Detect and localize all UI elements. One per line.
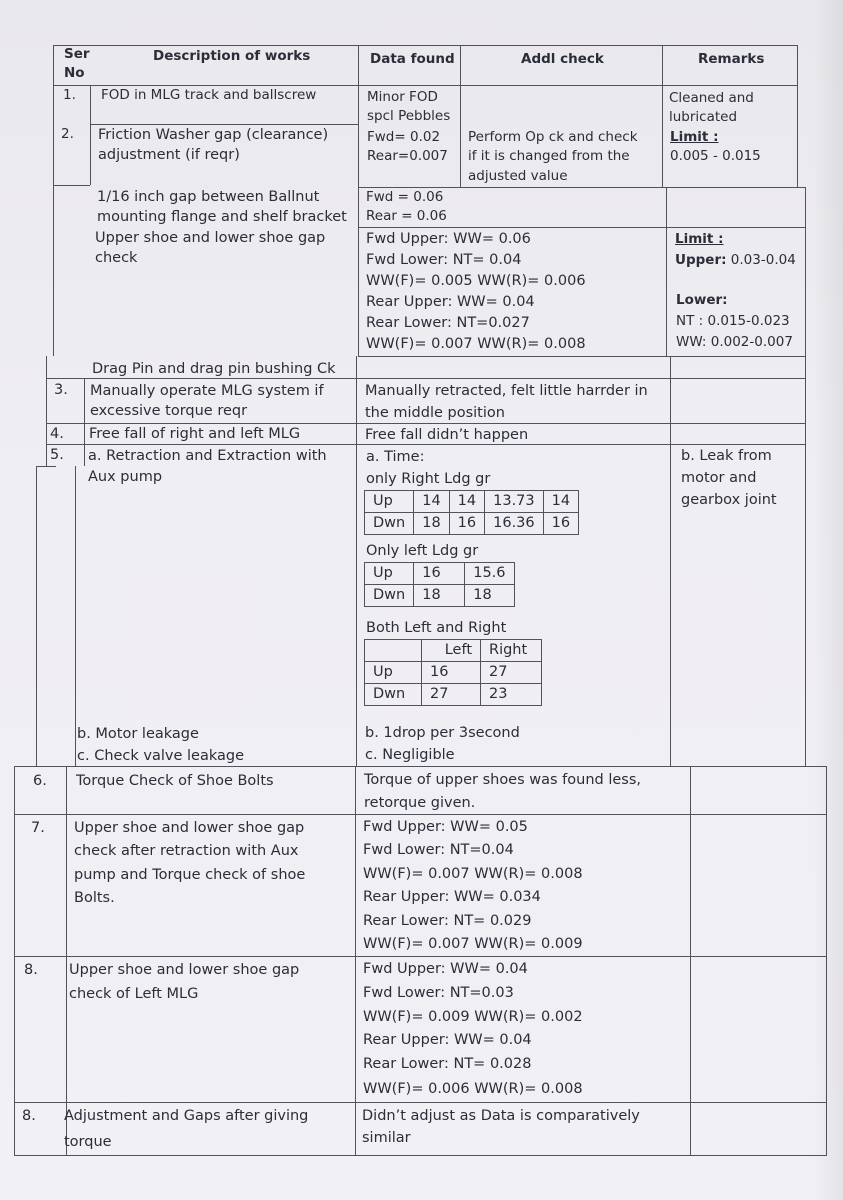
row6-data-line: Torque of upper shoes was found less, bbox=[364, 772, 642, 788]
row2-data-line: Rear=0.007 bbox=[367, 148, 448, 164]
row2c-upper-value: 0.03-0.04 bbox=[726, 252, 796, 268]
header-addl-check: Addl check bbox=[521, 51, 604, 67]
row-divider bbox=[14, 1102, 826, 1103]
row2d-description: Drag Pin and drag pin bushing Ck bbox=[92, 361, 336, 377]
row5-data-b: b. 1drop per 3second bbox=[365, 725, 520, 741]
table-cell: 16 bbox=[422, 662, 481, 684]
table-border-right bbox=[797, 45, 798, 187]
row5-remarks-line: motor and bbox=[681, 470, 757, 486]
row7-data-line: Rear Upper: WW= 0.034 bbox=[363, 889, 541, 905]
row5-description-line: Aux pump bbox=[88, 469, 163, 485]
row5-data-a: a. Time: bbox=[366, 449, 425, 465]
row5-remarks-line: gearbox joint bbox=[681, 492, 777, 508]
row5-both-label: Both Left and Right bbox=[366, 620, 507, 636]
row2c-data-line: WW(F)= 0.007 WW(R)= 0.008 bbox=[366, 336, 586, 352]
table-border-left bbox=[36, 466, 37, 766]
header-no: No bbox=[64, 65, 85, 81]
table-cell: 18 bbox=[414, 513, 449, 535]
column-divider bbox=[690, 766, 691, 1156]
column-divider bbox=[90, 85, 91, 185]
row3-data-line: Manually retracted, felt little harrder in bbox=[365, 383, 648, 399]
table-cell: 18 bbox=[465, 585, 514, 607]
row8-data-line: WW(F)= 0.009 WW(R)= 0.002 bbox=[363, 1009, 583, 1025]
row3-data-line: the middle position bbox=[365, 405, 505, 421]
row-divider bbox=[358, 227, 805, 228]
row2-addl-line: Perform Op ck and check bbox=[468, 129, 638, 145]
row-divider bbox=[14, 814, 826, 815]
row7-data-line: Rear Lower: NT= 0.029 bbox=[363, 913, 532, 929]
row2-limit-value: 0.005 - 0.015 bbox=[670, 148, 761, 164]
column-divider bbox=[666, 187, 667, 356]
table-cell: 18 bbox=[414, 585, 465, 607]
row2b-data-line: Rear = 0.06 bbox=[366, 208, 447, 224]
row2c-data-line: Fwd Lower: NT= 0.04 bbox=[366, 252, 522, 268]
column-divider bbox=[355, 766, 356, 1156]
row8-description-line: check of Left MLG bbox=[69, 986, 199, 1002]
row2-description-line: adjustment (if reqr) bbox=[98, 147, 240, 163]
table-cell: Up bbox=[365, 662, 422, 684]
table-cell: 16.36 bbox=[485, 513, 544, 535]
header-remarks: Remarks bbox=[698, 51, 765, 67]
table-cell: 23 bbox=[481, 684, 542, 706]
left-gear-time-table bbox=[364, 562, 515, 607]
table-cell: 13.73 bbox=[485, 491, 544, 513]
table-cell: 14 bbox=[543, 491, 578, 513]
row2c-lower-label: Lower: bbox=[676, 292, 728, 308]
table-cell: Dwn bbox=[365, 513, 414, 535]
row9-data-line: similar bbox=[362, 1130, 411, 1146]
row5-data-c: c. Negligible bbox=[365, 747, 455, 763]
table-border-left bbox=[46, 356, 47, 466]
table-cell: 14 bbox=[414, 491, 449, 513]
row3-serial: 3. bbox=[54, 382, 68, 398]
row7-data-line: Fwd Lower: NT=0.04 bbox=[363, 842, 514, 858]
table-cell: 27 bbox=[481, 662, 542, 684]
column-divider bbox=[358, 45, 359, 356]
header-data-found: Data found bbox=[370, 51, 455, 67]
table-border-left bbox=[53, 45, 54, 356]
row8-data-line: Rear Lower: NT= 0.028 bbox=[363, 1056, 532, 1072]
row2-data-line: Fwd= 0.02 bbox=[367, 129, 441, 145]
row5-description-c: c. Check valve leakage bbox=[77, 748, 244, 764]
column-divider bbox=[84, 378, 85, 466]
column-divider bbox=[356, 356, 357, 766]
row1-description: FOD in MLG track and ballscrew bbox=[101, 87, 317, 103]
row6-serial: 6. bbox=[33, 773, 47, 789]
table-row bbox=[365, 662, 542, 684]
table-row bbox=[365, 513, 579, 535]
table-border-right bbox=[805, 187, 806, 766]
row2c-data-line: Rear Upper: WW= 0.04 bbox=[366, 294, 535, 310]
row2c-limit-label: Limit : bbox=[675, 231, 724, 247]
row3-description-line: Manually operate MLG system if bbox=[90, 383, 324, 399]
table-cell: 16 bbox=[414, 563, 465, 585]
table-cell bbox=[365, 640, 422, 662]
right-gear-time-table bbox=[364, 490, 579, 535]
table-border-left bbox=[14, 766, 15, 1156]
table-row bbox=[365, 563, 515, 585]
table-cell: 15.6 bbox=[465, 563, 514, 585]
row9-data-line: Didn’t adjust as Data is comparatively bbox=[362, 1108, 640, 1124]
table-cell: Dwn bbox=[365, 585, 414, 607]
column-divider bbox=[460, 45, 461, 187]
row8-description-line: Upper shoe and lower shoe gap bbox=[69, 962, 300, 978]
row3-description-line: excessive torque reqr bbox=[90, 403, 248, 419]
table-row bbox=[365, 640, 542, 662]
table-row bbox=[365, 684, 542, 706]
row5-remarks-line: b. Leak from bbox=[681, 448, 772, 464]
row-divider bbox=[14, 766, 826, 767]
table-cell: 27 bbox=[422, 684, 481, 706]
row2c-data-line: WW(F)= 0.005 WW(R)= 0.006 bbox=[366, 273, 586, 289]
row8-data-line: WW(F)= 0.006 WW(R)= 0.008 bbox=[363, 1081, 583, 1097]
table-row bbox=[365, 585, 515, 607]
row5-serial: 5. bbox=[50, 447, 64, 463]
row2-limit-label: Limit : bbox=[670, 129, 719, 145]
row2-description-line: Friction Washer gap (clearance) bbox=[98, 127, 329, 143]
row6-data-line: retorque given. bbox=[364, 795, 476, 811]
row2b-data-line: Fwd = 0.06 bbox=[366, 189, 444, 205]
table-cell: 14 bbox=[449, 491, 484, 513]
row7-description-line: pump and Torque check of shoe bbox=[74, 867, 306, 883]
row9-serial: 8. bbox=[22, 1108, 36, 1124]
row5-left-label: Only left Ldg gr bbox=[366, 543, 479, 559]
row8-serial: 8. bbox=[24, 962, 38, 978]
header-ser: Ser bbox=[64, 46, 90, 62]
table-border-bottom bbox=[14, 1155, 826, 1156]
row1-remarks-line: Cleaned and bbox=[669, 90, 754, 106]
row7-data-line: WW(F)= 0.007 WW(R)= 0.009 bbox=[363, 936, 583, 952]
row1-data-line: spcl Pebbles bbox=[367, 108, 451, 124]
row2c-description-line: check bbox=[95, 250, 138, 266]
row2-addl-line: if it is changed from the bbox=[468, 148, 630, 164]
row7-description-line: Upper shoe and lower shoe gap bbox=[74, 820, 305, 836]
row1-serial: 1. bbox=[63, 87, 76, 103]
row7-serial: 7. bbox=[31, 820, 45, 836]
header-description: Description of works bbox=[153, 48, 311, 64]
row2c-data-line: Fwd Upper: WW= 0.06 bbox=[366, 231, 531, 247]
row2c-upper-label: Upper: bbox=[675, 252, 727, 268]
row2c-lower-nt: NT : 0.015-0.023 bbox=[676, 313, 790, 329]
column-divider bbox=[75, 466, 76, 766]
row2-addl-line: adjusted value bbox=[468, 168, 568, 184]
row2b-description-line: 1/16 inch gap between Ballnut bbox=[97, 189, 320, 205]
row8-data-line: Rear Upper: WW= 0.04 bbox=[363, 1032, 532, 1048]
both-gear-time-table bbox=[364, 639, 542, 706]
row4-description: Free fall of right and left MLG bbox=[89, 426, 301, 442]
page-edge-shadow bbox=[813, 0, 843, 1200]
table-cell: Up bbox=[365, 563, 414, 585]
table-row bbox=[365, 491, 579, 513]
row9-description-line: Adjustment and Gaps after giving bbox=[64, 1108, 309, 1124]
row5-right-label: only Right Ldg gr bbox=[366, 471, 491, 487]
row7-description-line: check after retraction with Aux bbox=[74, 843, 299, 859]
row9-description-line: torque bbox=[64, 1134, 112, 1150]
row6-description: Torque Check of Shoe Bolts bbox=[76, 773, 274, 789]
row5-description-b: b. Motor leakage bbox=[77, 726, 199, 742]
column-divider bbox=[662, 45, 663, 187]
row-divider bbox=[36, 466, 56, 467]
row4-serial: 4. bbox=[50, 426, 64, 442]
row8-data-line: Fwd Upper: WW= 0.04 bbox=[363, 961, 528, 977]
table-cell: Dwn bbox=[365, 684, 422, 706]
row-divider bbox=[53, 185, 90, 186]
row5-description-line: a. Retraction and Extraction with bbox=[88, 448, 327, 464]
row2-serial: 2. bbox=[61, 126, 74, 142]
row-divider bbox=[358, 356, 805, 357]
row1-data-line: Minor FOD bbox=[367, 89, 438, 105]
table-cell: Right bbox=[481, 640, 542, 662]
column-divider bbox=[66, 766, 67, 1156]
row4-data: Free fall didn’t happen bbox=[365, 427, 529, 443]
table-cell: Left bbox=[422, 640, 481, 662]
row2b-description-line: mounting flange and shelf bracket bbox=[97, 209, 347, 225]
table-cell: 16 bbox=[543, 513, 578, 535]
table-cell: Up bbox=[365, 491, 414, 513]
column-divider bbox=[670, 356, 671, 766]
row7-data-line: WW(F)= 0.007 WW(R)= 0.008 bbox=[363, 866, 583, 882]
row2c-lower-ww: WW: 0.002-0.007 bbox=[676, 334, 793, 350]
row7-data-line: Fwd Upper: WW= 0.05 bbox=[363, 819, 528, 835]
table-cell: 16 bbox=[449, 513, 484, 535]
row2c-description-line: Upper shoe and lower shoe gap bbox=[95, 230, 326, 246]
row8-data-line: Fwd Lower: NT=0.03 bbox=[363, 985, 514, 1001]
row2c-data-line: Rear Lower: NT=0.027 bbox=[366, 315, 530, 331]
row2c-upper-limit bbox=[675, 251, 796, 271]
row7-description-line: Bolts. bbox=[74, 890, 115, 906]
row-divider bbox=[14, 956, 826, 957]
row1-remarks-line: lubricated bbox=[669, 109, 738, 125]
